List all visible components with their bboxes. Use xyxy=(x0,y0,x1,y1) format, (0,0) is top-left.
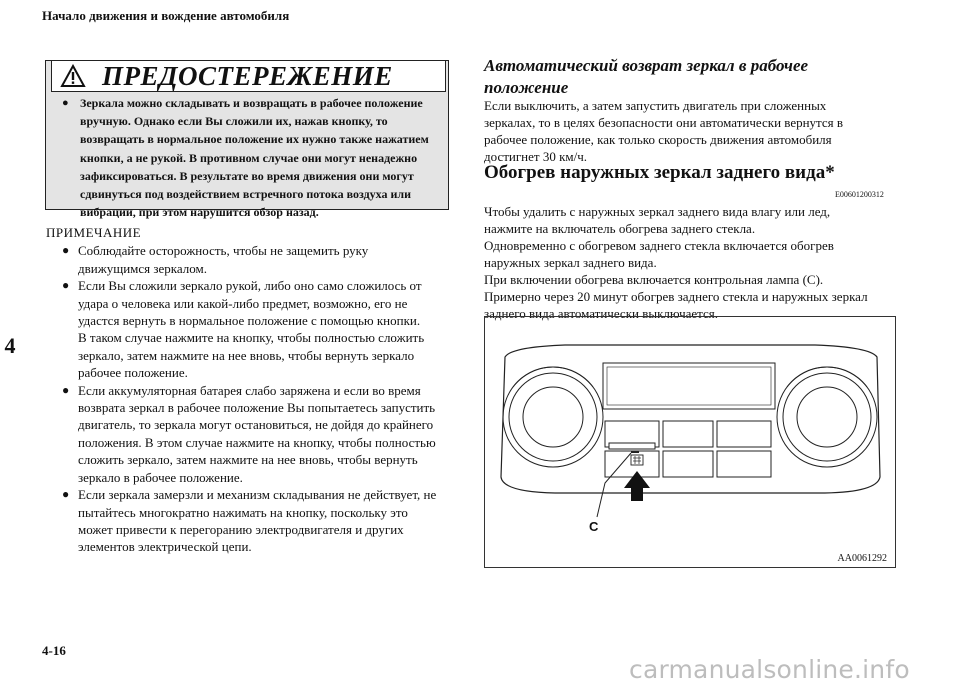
note-title: ПРИМЕЧАНИЕ xyxy=(46,225,142,240)
auto-return-text xyxy=(484,97,904,165)
note-line: ● Если аккумуляторная батарея слабо заряжена и если во время xyxy=(78,382,421,398)
rear-defroster-button-icon xyxy=(631,451,643,465)
warning-line: вручную. Однако если Вы сложили их, нажав кнопку, то xyxy=(80,114,388,129)
heater-text xyxy=(484,203,904,322)
text-line: Примерно через 20 минут обогрев заднего стекла и наружных зеркал xyxy=(484,289,868,304)
text-line: Чтобы удалить с наружных зеркал заднего вида влагу или лед, xyxy=(484,204,831,219)
text-line: Если выключить, а затем запустить двигатель при сложенных xyxy=(484,98,827,113)
left-knob xyxy=(503,367,603,467)
note-line: зеркало, затем нажмите на нее вновь, чтобы вернуть зеркало xyxy=(78,347,415,363)
note-item xyxy=(46,382,456,486)
note-line: может привести к перегоранию электродвигателя и других xyxy=(78,521,404,537)
note-item xyxy=(46,242,456,277)
note-line: зеркало в рабочее положение. xyxy=(78,469,243,485)
callout-line xyxy=(597,453,631,517)
warning-title: ПРЕДОСТЕРЕЖЕНИЕ xyxy=(102,60,393,91)
warning-box xyxy=(45,60,449,220)
note-line: возврата зеркал в рабочее положение Вы попытаетесь запустить xyxy=(78,400,436,416)
note-line: удастся вернуть в нормальное положение с помощью кнопки. xyxy=(78,313,421,329)
warning-line: зафиксироваться. В результате во время движения они могут xyxy=(80,168,414,183)
warning-header xyxy=(51,60,446,92)
control-panel-illustration xyxy=(485,317,895,567)
warning-line: возвращать в нормальное положение их нужно также нажатием xyxy=(80,132,429,147)
note-line: движущимся зеркалом. xyxy=(78,260,208,276)
note-line: пытайтесь многократно нажимать на кнопку, поскольку это xyxy=(78,504,408,520)
text-line: нажмите на включатель обогрева заднего стекла. xyxy=(484,221,756,236)
section-code: E00601200312 xyxy=(835,190,884,199)
warning-text xyxy=(62,94,456,221)
note-section xyxy=(46,224,456,556)
note-line: ● Соблюдайте осторожность, чтобы не защемить руку xyxy=(78,243,369,259)
text-line: Одновременно с обогревом заднего стекла включается обогрев xyxy=(484,238,834,253)
text-line: зеркалах, то в целях безопасности они автоматически вернутся в xyxy=(484,115,844,130)
auto-return-heading xyxy=(484,55,904,99)
note-line: элементов электрической цепи. xyxy=(78,539,252,555)
warning-line: ● Зеркала можно складывать и возвращать в рабочее положение xyxy=(80,96,423,110)
heading-line: Автоматический возврат зеркал в рабочее xyxy=(484,56,809,75)
heater-heading: Обогрев наружных зеркал заднего вида* xyxy=(484,162,835,183)
watermark: carmanualsonline.info xyxy=(629,655,910,684)
note-line: двигатель, то зеркала могут остановиться, не дойдя до крайнего xyxy=(78,417,434,433)
text-line: заднего вида автоматически выключается. xyxy=(484,306,719,321)
warning-line: вибрации, при этом нарушится обзор назад. xyxy=(80,205,319,220)
note-line: ● Если Вы сложили зеркало рукой, либо оно само сложилось от xyxy=(78,278,422,294)
text-line: достигнет 30 км/ч. xyxy=(484,149,588,164)
control-panel-figure xyxy=(484,316,896,568)
note-line: сложить зеркало, затем нажмите на нее вновь, чтобы вернуть xyxy=(78,452,418,468)
note-line: рабочее положение. xyxy=(78,365,188,381)
note-line: В таком случае нажмите на кнопку, чтобы полностью сложить xyxy=(78,330,425,346)
warning-triangle-icon xyxy=(60,64,86,88)
warning-line: сдвинуться под воздействием встречного потока воздуха или xyxy=(80,187,412,202)
page-number: 4-16 xyxy=(42,643,66,658)
note-line: ● Если зеркала замерзли и механизм складывания не действует, не xyxy=(78,487,437,503)
arrow-up-icon xyxy=(624,471,650,501)
note-item xyxy=(46,486,456,556)
note-item xyxy=(46,277,456,381)
heading-line: положение xyxy=(484,78,569,97)
text-line: рабочее положение, как только скорость движения автомобиля xyxy=(484,132,832,147)
note-line: удара о человека или какой-либо предмет, возможно, его не xyxy=(78,295,408,311)
right-knob xyxy=(777,367,877,467)
callout-label: C xyxy=(589,519,599,534)
chapter-tab: 4 xyxy=(0,322,20,370)
note-line: положения. В этом случае нажмите на кнопку, чтобы полностью xyxy=(78,434,436,450)
page-header: Начало движения и вождение автомобиля xyxy=(42,8,290,23)
figure-code: AA0061292 xyxy=(837,553,887,564)
button-grid xyxy=(605,421,771,477)
center-display xyxy=(603,363,775,409)
text-line: При включении обогрева включается контрольная лампа (C). xyxy=(484,272,824,287)
text-line: наружных зеркал заднего вида. xyxy=(484,255,657,270)
warning-line: кнопки, а не рукой. В противном случае они могут ненадежно xyxy=(80,150,418,165)
